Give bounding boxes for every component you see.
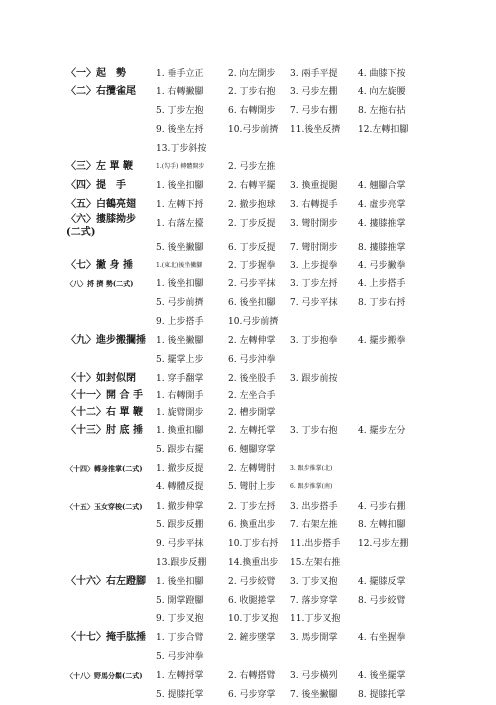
- movement-row: [0, 536, 496, 554]
- movement-step: 4. 弓步撇拳: [358, 261, 406, 271]
- movement-step: 2. 槽步開掌: [228, 408, 276, 418]
- movement-step: 3. 彎肘開步: [290, 219, 338, 229]
- movement-row: [0, 611, 496, 629]
- movement-step: 2. 右轉平擺: [228, 181, 276, 191]
- form-title: 〈十八〉野馬分鬃(二式): [66, 671, 143, 680]
- movement-step: 3. 弓步左掤: [290, 87, 338, 97]
- form-title: 〈五〉白鶴亮翅: [66, 199, 136, 210]
- movement-step: 8. 左拖右拈: [358, 106, 406, 116]
- movement-step: 3. 出步搭手: [290, 502, 338, 512]
- form-title: 〈十五〉玉女穿梭(二式): [66, 502, 143, 511]
- movement-row: [0, 649, 496, 667]
- movement-step: 9. 上步搭手: [156, 317, 204, 327]
- movement-row: [0, 423, 496, 441]
- movement-step: 3. 右轉提手: [290, 200, 338, 210]
- form-title: 〈十七〉掩手肱捶: [66, 632, 146, 643]
- movement-step: 2. 丁步反提: [228, 219, 276, 229]
- movement-step: 4. 擺膝反掌: [358, 577, 406, 587]
- movement-step: 8. 左轉扣腳: [358, 520, 406, 530]
- movement-step: 6. 後坐扣腳: [228, 298, 276, 308]
- form-title: 〈十六〉右左蹬腳: [66, 576, 146, 587]
- movement-step: 3. 跟步前按: [290, 374, 338, 384]
- movement-row: [0, 517, 496, 535]
- movement-step: 2. 弓步平抹: [228, 279, 276, 289]
- movement-step: 1. 右落左擡: [156, 219, 204, 229]
- movement-step: 10.弓步前擠: [228, 125, 279, 135]
- movement-step: 6. 右轉開步: [228, 106, 276, 116]
- movement-step: 5. 提膝托掌: [156, 690, 204, 700]
- movement-step: 2. 左坐合手: [228, 391, 276, 401]
- movement-step: 8. 弓步絞臂: [358, 596, 406, 606]
- movement-row: [0, 84, 496, 102]
- movement-step: 6. 弓步沖拳: [228, 355, 276, 365]
- movement-step: 2. 丁步握拳: [228, 261, 276, 271]
- movement-step: 15.左架右推: [290, 558, 341, 568]
- movement-step: 5. 丁步左抱: [156, 106, 204, 116]
- movement-step: 4. 虛步亮掌: [358, 200, 406, 210]
- movement-row: [0, 687, 496, 705]
- movement-step: 4. 翹腳合掌: [358, 181, 406, 191]
- form-title: 〈四〉提 手: [66, 180, 126, 191]
- form-title: 〈三〉左 單 鞭: [66, 161, 133, 172]
- movement-step: 11.出步搭手: [290, 539, 341, 549]
- movement-row: [0, 276, 496, 294]
- form-title: 〈六〉摟膝拗步(二式): [66, 214, 136, 238]
- movement-step: 1. 撤步伸掌: [156, 502, 204, 512]
- movement-step: 2. 丁步右抱: [228, 87, 276, 97]
- movement-step: 2. 後坐股手: [228, 374, 276, 384]
- movement-step: 6. 翹腳穿掌: [228, 445, 276, 455]
- movement-step: 2. 左轉伸掌: [228, 336, 276, 346]
- movement-row: [0, 314, 496, 332]
- movement-step: 2. 鏟步墜掌: [228, 633, 276, 643]
- movement-step: 9. 弓步平抹: [156, 539, 204, 549]
- movement-step: 3. 丁步叉抱: [290, 577, 338, 587]
- movement-row: [0, 214, 496, 238]
- movement-row: [0, 668, 496, 686]
- movement-step: 1. 撤步反提: [156, 464, 204, 474]
- form-title: 〈七〉撇 身 捶: [66, 260, 133, 271]
- movement-step: 3. 丁步右抱: [290, 426, 338, 436]
- movement-step: 5. 弓步沖拳: [156, 652, 204, 662]
- movement-step: 1. 左轉下捋: [156, 200, 204, 210]
- movement-step: 1. 後坐扣腳: [156, 577, 204, 587]
- movement-step: 8. 摟膝推掌: [358, 243, 406, 253]
- movement-step: 6. 跟步推掌(南): [290, 483, 333, 490]
- movement-step: 6. 丁步反提: [228, 243, 276, 253]
- movement-step: 5. 擺掌上步: [156, 355, 204, 365]
- movement-step: 2. 丁步左捋: [228, 502, 276, 512]
- movement-row: [0, 499, 496, 517]
- movement-step: 7. 右架左推: [290, 520, 338, 530]
- movement-step: 2. 弓步左推: [228, 162, 276, 172]
- movement-step: 4. 弓步右掤: [358, 502, 406, 512]
- movement-row: [0, 405, 496, 423]
- movement-row: [0, 103, 496, 121]
- form-title: 〈十一〉開 合 手: [66, 390, 143, 401]
- movement-step: 11.後坐反擠: [290, 125, 341, 135]
- movement-step: 13.跟步反掤: [156, 558, 207, 568]
- movement-row: [0, 442, 496, 460]
- movement-step: 4. 擺步搬拳: [358, 336, 406, 346]
- movement-row: [0, 122, 496, 140]
- movement-step: 1. 垂手立正: [156, 69, 204, 79]
- movement-row: [0, 295, 496, 313]
- movement-row: [0, 178, 496, 196]
- movement-step: 3. 丁步抱拳: [290, 336, 338, 346]
- movement-step: 1. 後坐扣腳: [156, 279, 204, 289]
- movement-step: 8. 提膝托掌: [358, 690, 406, 700]
- form-title: 〈九〉進步搬攔捶: [66, 335, 146, 346]
- movement-step: 1. 換重扣腳: [156, 426, 204, 436]
- movement-step: 7. 弓步平抹: [290, 298, 338, 308]
- movement-step: 8. 丁步右捋: [358, 298, 406, 308]
- movement-step: 1.(勾手) 轉體開步: [156, 163, 205, 170]
- movement-row: [0, 159, 496, 177]
- movement-step: 1. 左轉捋掌: [156, 671, 204, 681]
- movement-step: 2. 向左開步: [228, 69, 276, 79]
- movement-step: 9. 丁步叉抱: [156, 614, 204, 624]
- movement-step: 2. 左轉托掌: [228, 426, 276, 436]
- movement-step: 5. 跟步右擺: [156, 445, 204, 455]
- movement-step: 4. 曲膝下按: [358, 69, 406, 79]
- movement-step: 14.換重出步: [228, 558, 279, 568]
- movement-step: 7. 落步穿掌: [290, 596, 338, 606]
- movement-step: 10.丁步叉抱: [228, 614, 279, 624]
- form-title: 〈二〉右攬雀尾: [66, 86, 136, 97]
- movement-step: 4. 擺步左分: [358, 426, 406, 436]
- movement-row: [0, 574, 496, 592]
- movement-step: 1. 旋臂開步: [156, 408, 204, 418]
- movement-step: 12.弓步左掤: [358, 539, 409, 549]
- movement-row: [0, 66, 496, 84]
- movement-step: 7. 弓步右掤: [290, 106, 338, 116]
- movement-step: 7. 彎肘開步: [290, 243, 338, 253]
- movement-step: 9. 後坐左捋: [156, 125, 204, 135]
- movement-row: [0, 630, 496, 648]
- form-title: 〈一〉起 勢: [66, 68, 126, 79]
- movement-step: 3. 換重提腿: [290, 181, 338, 191]
- movement-row: [0, 141, 496, 159]
- movement-step: 6. 弓步穿掌: [228, 690, 276, 700]
- movement-step: 4. 摟膝推掌: [358, 219, 406, 229]
- movement-step: 4. 後坐擺掌: [358, 671, 406, 681]
- movement-step: 1. 丁步合臂: [156, 633, 204, 643]
- form-title: 〈十二〉右 單 鞭: [66, 407, 143, 418]
- movement-step: 3. 弓步橫列: [290, 671, 338, 681]
- movement-step: 6. 收腿捲掌: [228, 596, 276, 606]
- form-title: 〈八〉捋 擠 勢(二式): [66, 279, 134, 288]
- movement-step: 6. 換重出步: [228, 520, 276, 530]
- movement-step: 3. 上步提拳: [290, 261, 338, 271]
- movement-row: [0, 333, 496, 351]
- movement-step: 3. 兩手平提: [290, 69, 338, 79]
- movement-step: 5. 彎肘上步: [228, 482, 276, 492]
- movement-step: 5. 開掌蹬腳: [156, 596, 204, 606]
- movement-row: [0, 388, 496, 406]
- movement-step: 2. 左轉彎肘: [228, 464, 276, 474]
- movement-row: [0, 593, 496, 611]
- movement-step: 3. 丁步左捋: [290, 279, 338, 289]
- movement-step: 5. 弓步前擠: [156, 298, 204, 308]
- movement-step: 4. 上步搭手: [358, 279, 406, 289]
- movement-step: 3. 馬步開掌: [290, 633, 338, 643]
- movement-row: [0, 479, 496, 497]
- movement-step: 4. 轉體反提: [156, 482, 204, 492]
- movement-step: 1. 右轉開手: [156, 391, 204, 401]
- movement-row: [0, 371, 496, 389]
- form-title: 〈十三〉肘 底 捶: [66, 425, 143, 436]
- movement-step: 13.丁步斜按: [156, 144, 207, 154]
- movement-step: 12.左轉扣腳: [358, 125, 409, 135]
- movement-step: 7. 後坐撇腳: [290, 690, 338, 700]
- movement-step: 2. 弓步絞臂: [228, 577, 276, 587]
- movement-step: 11.丁步叉抱: [290, 614, 341, 624]
- movement-step: 10.丁步右捋: [228, 539, 279, 549]
- form-title: 〈十〉如封似閉: [66, 373, 136, 384]
- movement-step: 2. 撤步抱球: [228, 200, 276, 210]
- movement-step: 1.(東北)後坐撇腳: [156, 262, 203, 269]
- movement-step: 10.弓步前擠: [228, 317, 279, 327]
- movement-step: 3. 跟步推掌(北): [290, 465, 333, 472]
- movement-step: 1. 右轉撇腳: [156, 87, 204, 97]
- movement-row: [0, 555, 496, 573]
- movement-step: 1. 穿手翻掌: [156, 374, 204, 384]
- movement-step: 1. 後坐撇腳: [156, 336, 204, 346]
- movement-step: 2. 右轉搭臂: [228, 671, 276, 681]
- movement-row: [0, 461, 496, 479]
- movement-row: [0, 352, 496, 370]
- movement-row: [0, 258, 496, 276]
- movement-step: 5. 後坐撇腳: [156, 243, 204, 253]
- form-title: 〈十四〉轉身推掌(二式): [66, 464, 143, 473]
- movement-step: 1. 後坐扣腳: [156, 181, 204, 191]
- movement-row: [0, 240, 496, 258]
- movement-step: 4. 向左旋腰: [358, 87, 406, 97]
- movement-step: 5. 跟步反掤: [156, 520, 204, 530]
- movement-step: 4. 右坐握拳: [358, 633, 406, 643]
